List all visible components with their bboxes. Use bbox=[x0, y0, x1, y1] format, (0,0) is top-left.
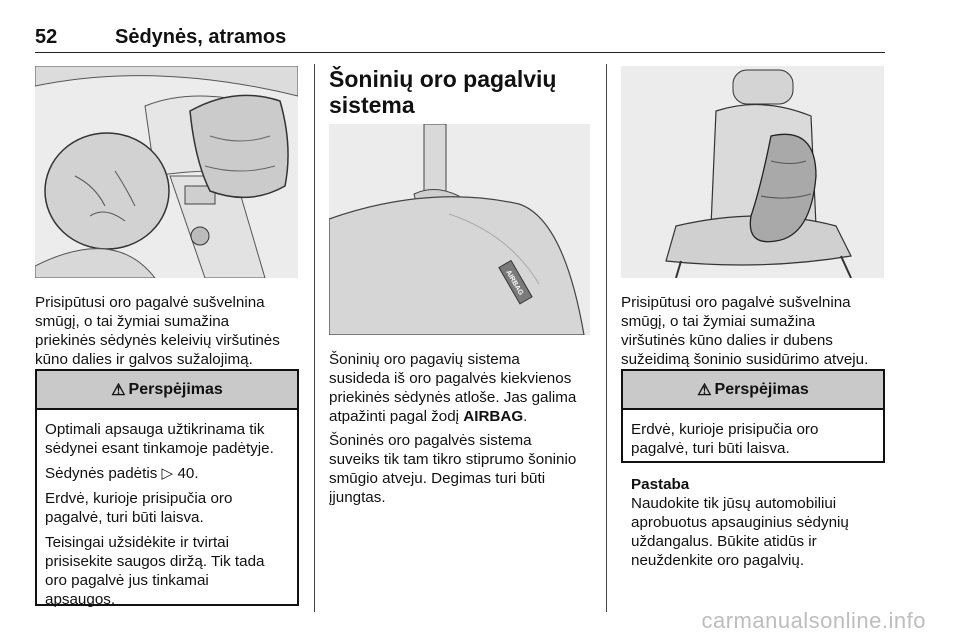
airbag-label-text: AIRBAG bbox=[504, 269, 525, 297]
caption-line: Prisipūtusi oro pagalvė sušvelnina bbox=[621, 294, 851, 311]
seat-label-drawing bbox=[329, 124, 590, 335]
warning-header bbox=[623, 371, 883, 410]
warning-line: sėdynei esant tinkamoje padėtyje. bbox=[45, 440, 274, 457]
caption-line: smūgį, o tai žymiai sumažina bbox=[621, 313, 816, 330]
column-divider-1 bbox=[314, 64, 315, 612]
section-title-line: Šoninių oro pagalvių bbox=[329, 66, 557, 92]
note-title: Pastaba bbox=[631, 476, 690, 493]
warning-box-2 bbox=[621, 369, 885, 463]
caption-line: sužeidimą šoninio susidūrimo atveju. bbox=[621, 351, 869, 368]
front-airbags-drawing bbox=[35, 66, 298, 278]
side-airbag-illustration bbox=[621, 66, 884, 278]
warning-paragraph bbox=[45, 533, 289, 609]
warning-line: Optimali apsauga užtikrinama tik bbox=[45, 421, 265, 438]
body-line: atpažinti pagal žodį AIRBAG. bbox=[329, 408, 528, 425]
note-block bbox=[631, 475, 891, 570]
warning-line: Erdvė, kurioje prisipučia oro bbox=[631, 421, 819, 438]
airbag-keyword: AIRBAG bbox=[463, 408, 524, 425]
body-line: smūgio atveju. Degimas turi būti bbox=[329, 470, 546, 487]
page-ref-arrow-icon: ▷ bbox=[161, 465, 174, 482]
warning-line: prisisekite saugos diržą. Tik tada bbox=[45, 553, 265, 570]
warning-title: Perspėjimas bbox=[714, 380, 809, 398]
note-line: Naudokite tik jūsų automobiliui bbox=[631, 495, 837, 512]
warning-line: apsaugos. bbox=[45, 591, 116, 608]
side-airbag-description bbox=[329, 350, 599, 426]
caption-line: kūno dalies ir galvos sužalojimą. bbox=[35, 351, 253, 368]
warning-line: pagalvė, turi būti laisva. bbox=[631, 440, 790, 457]
body-line: Šoninių oro pagavių sistema bbox=[329, 351, 520, 368]
warning-paragraph bbox=[631, 420, 875, 458]
body-line: Šoninės oro pagalvės sistema bbox=[329, 432, 532, 449]
warning-box-1 bbox=[35, 369, 299, 606]
warning-paragraph-ref bbox=[45, 464, 289, 483]
side-airbag-activation bbox=[329, 431, 599, 507]
body-line: suveiks tik tam tikro stiprumo šoninio bbox=[329, 451, 577, 468]
warning-line: Sėdynės padėtis bbox=[45, 465, 162, 482]
note-line: aprobuotus apsauginius sėdynių bbox=[631, 514, 849, 531]
watermark: carmanualsonline.info bbox=[701, 608, 926, 633]
note-line: neuždenkite oro pagalvių. bbox=[631, 552, 805, 569]
warning-triangle-icon: ⚠ bbox=[697, 381, 712, 399]
side-airbag-drawing bbox=[621, 66, 884, 278]
warning-body bbox=[37, 410, 297, 623]
chapter-title: Sėdynės, atramos bbox=[115, 26, 287, 48]
warning-line: pagalvė, turi būti laisva. bbox=[45, 509, 204, 526]
warning-title: Perspėjimas bbox=[128, 380, 223, 398]
front-airbags-illustration bbox=[35, 66, 298, 278]
caption-line: Prisipūtusi oro pagalvė sušvelnina bbox=[35, 294, 265, 311]
caption-line: smūgį, o tai žymiai sumažina bbox=[35, 313, 230, 330]
caption-line: viršutinės kūno dalies ir dubens bbox=[621, 332, 833, 349]
front-airbag-caption bbox=[35, 293, 305, 369]
warning-line: Teisingai užsidėkite ir tvirtai bbox=[45, 534, 230, 551]
page-number: 52 bbox=[35, 26, 58, 48]
warning-header bbox=[37, 371, 297, 410]
warning-body bbox=[623, 410, 883, 472]
warning-paragraph bbox=[45, 489, 289, 527]
header-rule bbox=[35, 52, 885, 53]
column-divider-2 bbox=[606, 64, 607, 612]
caption-line: priekinės sėdynės keleivių viršutinės bbox=[35, 332, 280, 349]
note-line: uždangalus. Būkite atidūs ir bbox=[631, 533, 817, 550]
section-title-line: sistema bbox=[329, 92, 415, 118]
body-line: priekinės sėdynės atloše. Jas galima bbox=[329, 389, 577, 406]
seat-airbag-label-illustration bbox=[329, 124, 590, 335]
page-ref-link[interactable]: 40. bbox=[177, 465, 199, 482]
body-line: įjungtas. bbox=[329, 489, 386, 506]
body-line: susideda iš oro pagalvės kiekvienos bbox=[329, 370, 572, 387]
warning-line: Erdvė, kurioje prisipučia oro bbox=[45, 490, 233, 507]
section-title bbox=[329, 66, 556, 118]
warning-triangle-icon: ⚠ bbox=[111, 381, 126, 399]
warning-line: oro pagalvė jus tinkamai bbox=[45, 572, 209, 589]
side-airbag-caption bbox=[621, 293, 891, 369]
warning-paragraph bbox=[45, 420, 289, 458]
